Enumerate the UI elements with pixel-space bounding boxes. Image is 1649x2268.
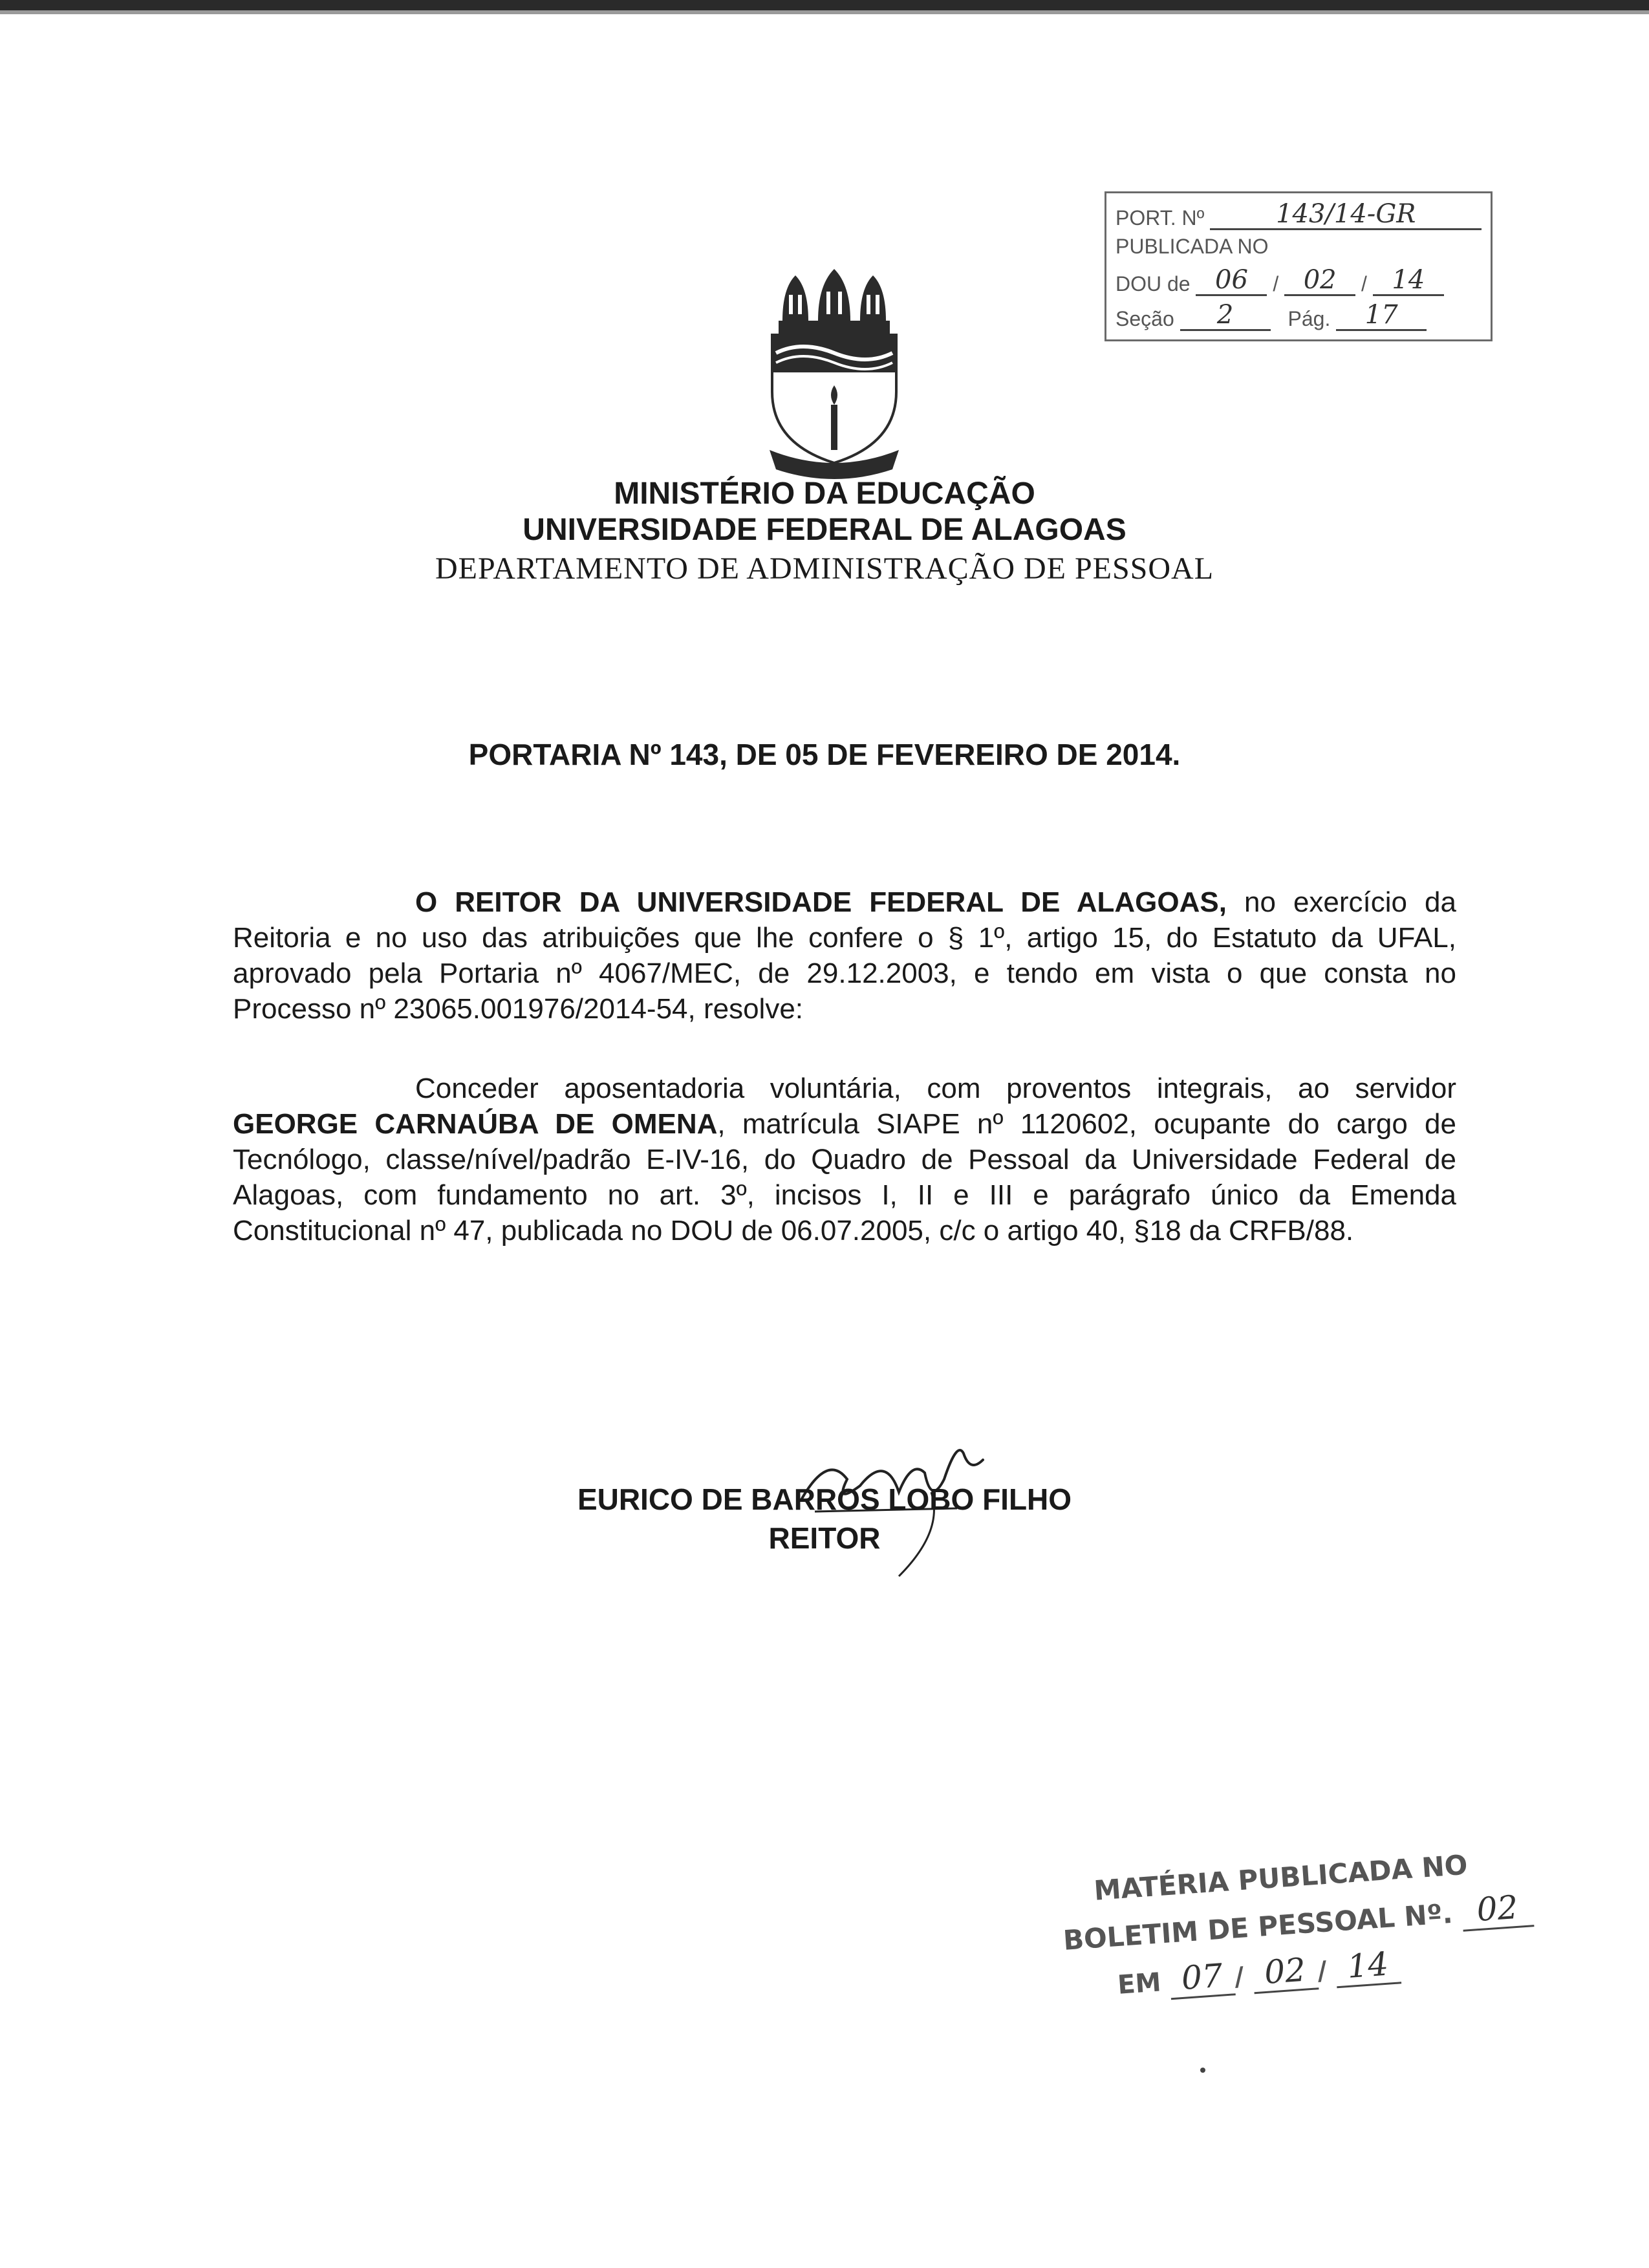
boletim-stamp [1054,1848,1520,2011]
scan-speck [1200,2068,1205,2073]
stamp-port-value: 143/14-GR [1210,200,1482,230]
preamble-text: no exercício da Reitoria e no uso das atribuições que lhe confere o § 1º, artigo 15, do Estatuto da UFAL, aprovado pela Portaria nº 4067/MEC, de 29.12.2003, e tendo em vista o que consta no Processo nº 23065.001976/2014-54, resolve: [233,886,1456,1025]
resolution-text-b: , matrícula SIAPE nº 1120602, ocupante do cargo de Tecnólogo, classe/nível/padrão E-IV-16, do Quadro de Pessoal da Universidade Federal de Alagoas, com fundamento no art. 3º, incisos I, II e III e parágrafo único da Emenda Constitucional nº 47, publicada no DOU de 06.07.2005, c/c o artigo 40, §18 da CRFB/88. [233,1108,1456,1246]
signatory-name: EURICO DE BARROS LOBO FILHO [577,1482,1072,1516]
ministry-heading: MINISTÉRIO DA EDUCAÇÃO [614,476,1035,511]
stamp-dou-label: DOU de [1116,272,1191,295]
stamp-secao-row [1116,301,1427,333]
stamp-dou-day: 06 [1196,266,1267,296]
scan-border-shadow [0,10,1649,14]
servant-name: GEORGE CARNAÚBA DE OMENA [233,1108,718,1140]
university-heading: UNIVERSIDADE FEDERAL DE ALAGOAS [523,513,1126,547]
boletim-year: 14 [1334,1944,1401,1988]
boletim-number: 02 [1461,1887,1535,1932]
portaria-title: PORTARIA Nº 143, DE 05 DE FEVEREIRO DE 2014. [468,738,1181,771]
preamble-authority: O REITOR DA UNIVERSIDADE FEDERAL DE ALAGOAS, [415,886,1227,918]
stamp-pag-value: 17 [1336,301,1427,331]
stamp-pag-label: Pág. [1288,307,1331,330]
publication-stamp [1105,191,1493,341]
preamble-paragraph [233,884,1456,1027]
resolution-text-a: Conceder aposentadoria voluntária, com proventos integrais, ao servidor [415,1073,1456,1104]
ufal-coat-of-arms-icon [763,256,905,489]
stamp-publicada-label: PUBLICADA NO [1116,235,1269,258]
stamp-dou-row: DOU de 06 / 02 / 14 [1116,266,1444,298]
stamp-dou-year: 14 [1373,266,1444,296]
resolution-paragraph [233,1071,1456,1248]
stamp-port-label: PORT. Nº [1116,206,1205,230]
stamp-secao-value: 2 [1180,301,1271,331]
signatory-role: REITOR [768,1521,881,1555]
boletim-day: 07 [1169,1956,1236,2000]
boletim-em-label: EM [1116,1967,1162,2000]
boletim-month: 02 [1251,1950,1319,1994]
scan-border-top [0,0,1649,10]
stamp-secao-label: Seção [1116,307,1174,330]
stamp-port-row [1116,200,1482,232]
boletim-line2-label: BOLETIM DE PESSOAL Nº. [1062,1897,1454,1956]
stamp-publicada-row [1116,235,1269,267]
boletim-date-row: EM 07 / 02 / 14 [1116,1944,1401,2003]
stamp-dou-month: 02 [1284,266,1355,296]
boletim-line1: MATÉRIA PUBLICADA NO [1093,1848,1469,1907]
department-heading: DEPARTAMENTO DE ADMINISTRAÇÃO DE PESSOAL [435,551,1214,586]
